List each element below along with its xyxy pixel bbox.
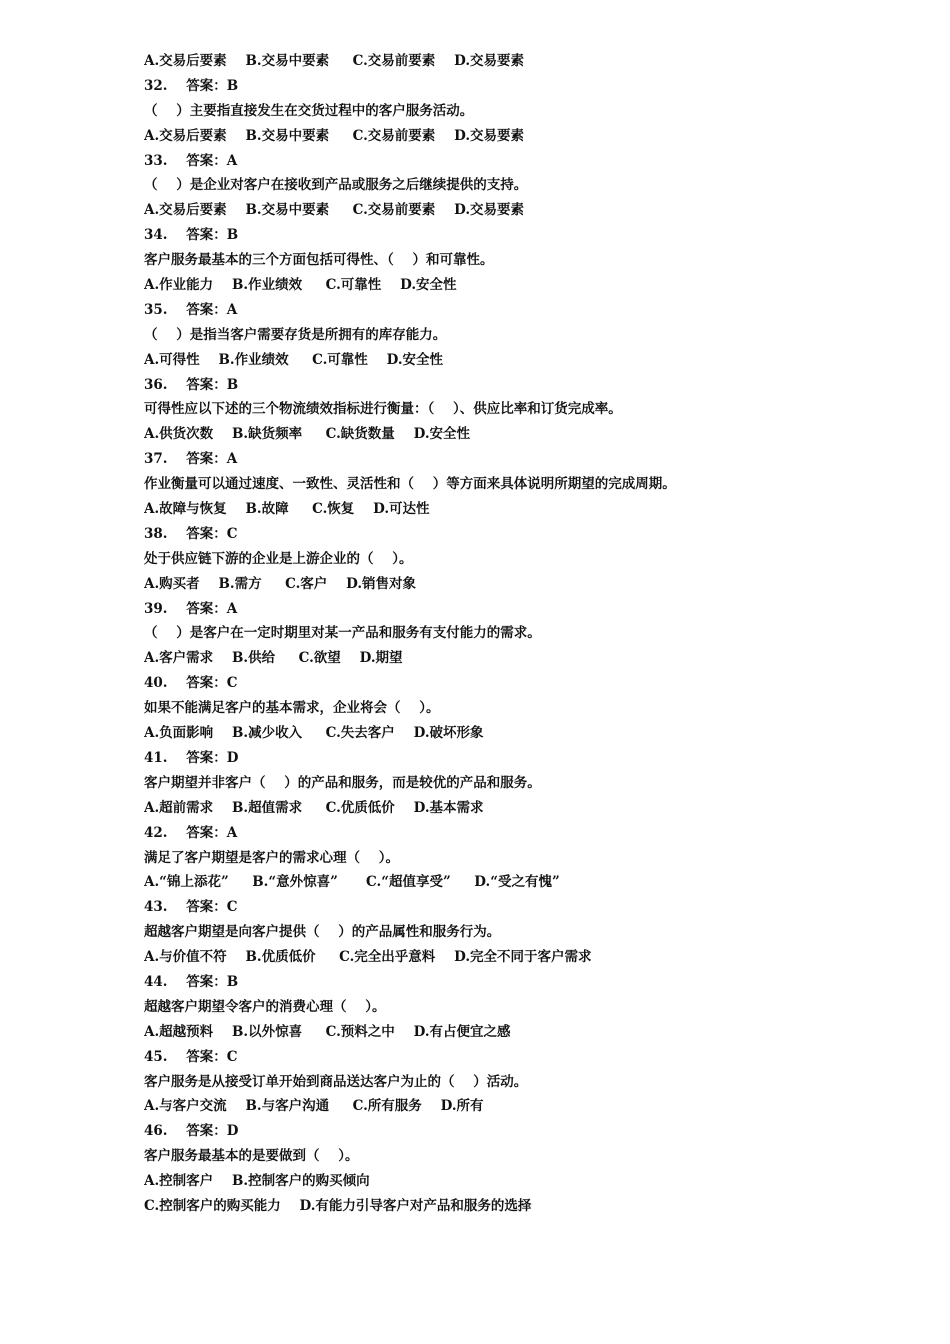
question-line: 如果不能满足客户的基本需求，企业将会（ ）。 xyxy=(144,700,440,717)
options-line: A.作业能力 B.作业绩效 C.可靠性 D.安全性 xyxy=(144,277,457,294)
options-line: A.“锦上添花” B.“意外惊喜” C.“超值享受” D.“受之有愧” xyxy=(144,874,560,891)
question-line: 作业衡量可以通过速度、一致性、灵活性和（ ）等方面来具体说明所期望的完成周期。 xyxy=(144,476,676,493)
question-line: 满足了客户期望是客户的需求心理（ ）。 xyxy=(144,849,400,866)
question-line: 超越客户期望令客户的消费心理（ ）。 xyxy=(144,998,386,1015)
question-line: 可得性应以下述的三个物流绩效指标进行衡量：（ ）、供应比率和订货完成率。 xyxy=(144,401,622,418)
question-line: 客户服务最基本的是要做到（ ）。 xyxy=(144,1148,359,1165)
question-line: （ ）主要指直接发生在交货过程中的客户服务活动。 xyxy=(144,102,474,119)
answer-line: 39. 答案：A xyxy=(144,600,238,617)
question-line: 超越客户期望是向客户提供（ ）的产品属性和服务行为。 xyxy=(144,924,501,941)
options-line: A.交易后要素 B.交易中要素 C.交易前要素 D.交易要素 xyxy=(144,127,525,144)
answer-line: 35. 答案：A xyxy=(144,301,238,318)
question-line: 处于供应链下游的企业是上游企业的（ ）。 xyxy=(144,550,413,567)
answer-line: 43. 答案：C xyxy=(144,899,238,916)
options-line: A.负面影响 B.减少收入 C.失去客户 D.破坏形象 xyxy=(144,725,484,742)
answer-line: 37. 答案：A xyxy=(144,451,238,468)
options-line: A.超前需求 B.超值需求 C.优质低价 D.基本需求 xyxy=(144,799,484,816)
answer-line: 45. 答案：C xyxy=(144,1048,238,1065)
options-line: A.与价值不符 B.优质低价 C.完全出乎意料 D.完全不同于客户需求 xyxy=(144,949,592,966)
question-line: 客户服务是从接受订单开始到商品送达客户为止的（ ）活动。 xyxy=(144,1073,528,1090)
options-line: A.与客户交流 B.与客户沟通 C.所有服务 D.所有 xyxy=(144,1098,484,1115)
answer-line: 36. 答案：B xyxy=(144,376,239,393)
options-line: A.购买者 B.需方 C.客户 D.销售对象 xyxy=(144,575,417,592)
options-line: A.交易后要素 B.交易中要素 C.交易前要素 D.交易要素 xyxy=(144,53,525,69)
options-line: A.客户需求 B.供给 C.欲望 D.期望 xyxy=(144,650,403,667)
answer-line: 42. 答案：A xyxy=(144,824,238,841)
answer-line: 44. 答案：B xyxy=(144,973,239,990)
options-line: A.可得性 B.作业绩效 C.可靠性 D.安全性 xyxy=(144,351,444,368)
answer-line: 34. 答案：B xyxy=(144,227,239,244)
answer-line: 46. 答案：D xyxy=(144,1123,239,1140)
question-line: （ ）是企业对客户在接收到产品或服务之后继续提供的支持。 xyxy=(144,177,528,194)
options-line: A.故障与恢复 B.故障 C.恢复 D.可达性 xyxy=(144,501,430,518)
answer-line: 40. 答案：C xyxy=(144,675,238,692)
answer-line: 32. 答案：B xyxy=(144,77,239,94)
question-line: 客户服务最基本的三个方面包括可得性、（ ）和可靠性。 xyxy=(144,252,494,269)
answer-line: 38. 答案：C xyxy=(144,525,238,542)
options-line: A.控制客户 B.控制客户的购买倾向 xyxy=(144,1173,370,1190)
question-line: （ ）是客户在一定时期里对某一产品和服务有支付能力的需求。 xyxy=(144,625,541,642)
answer-line: 41. 答案：D xyxy=(144,749,239,766)
options-line: C.控制客户的购买能力 D.有能力引导客户对产品和服务的选择 xyxy=(144,1197,532,1214)
question-line: （ ）是指当客户需要存货是所拥有的库存能力。 xyxy=(144,326,447,343)
question-line: 客户期望并非客户（ ）的产品和服务，而是较优的产品和服务。 xyxy=(144,774,541,791)
options-line: A.超越预料 B.以外惊喜 C.预料之中 D.有占便宜之感 xyxy=(144,1023,511,1040)
document-content xyxy=(144,49,884,1219)
answer-line: 33. 答案：A xyxy=(144,152,238,169)
options-line: A.交易后要素 B.交易中要素 C.交易前要素 D.交易要素 xyxy=(144,202,525,219)
options-line: A.供货次数 B.缺货频率 C.缺货数量 D.安全性 xyxy=(144,426,471,443)
